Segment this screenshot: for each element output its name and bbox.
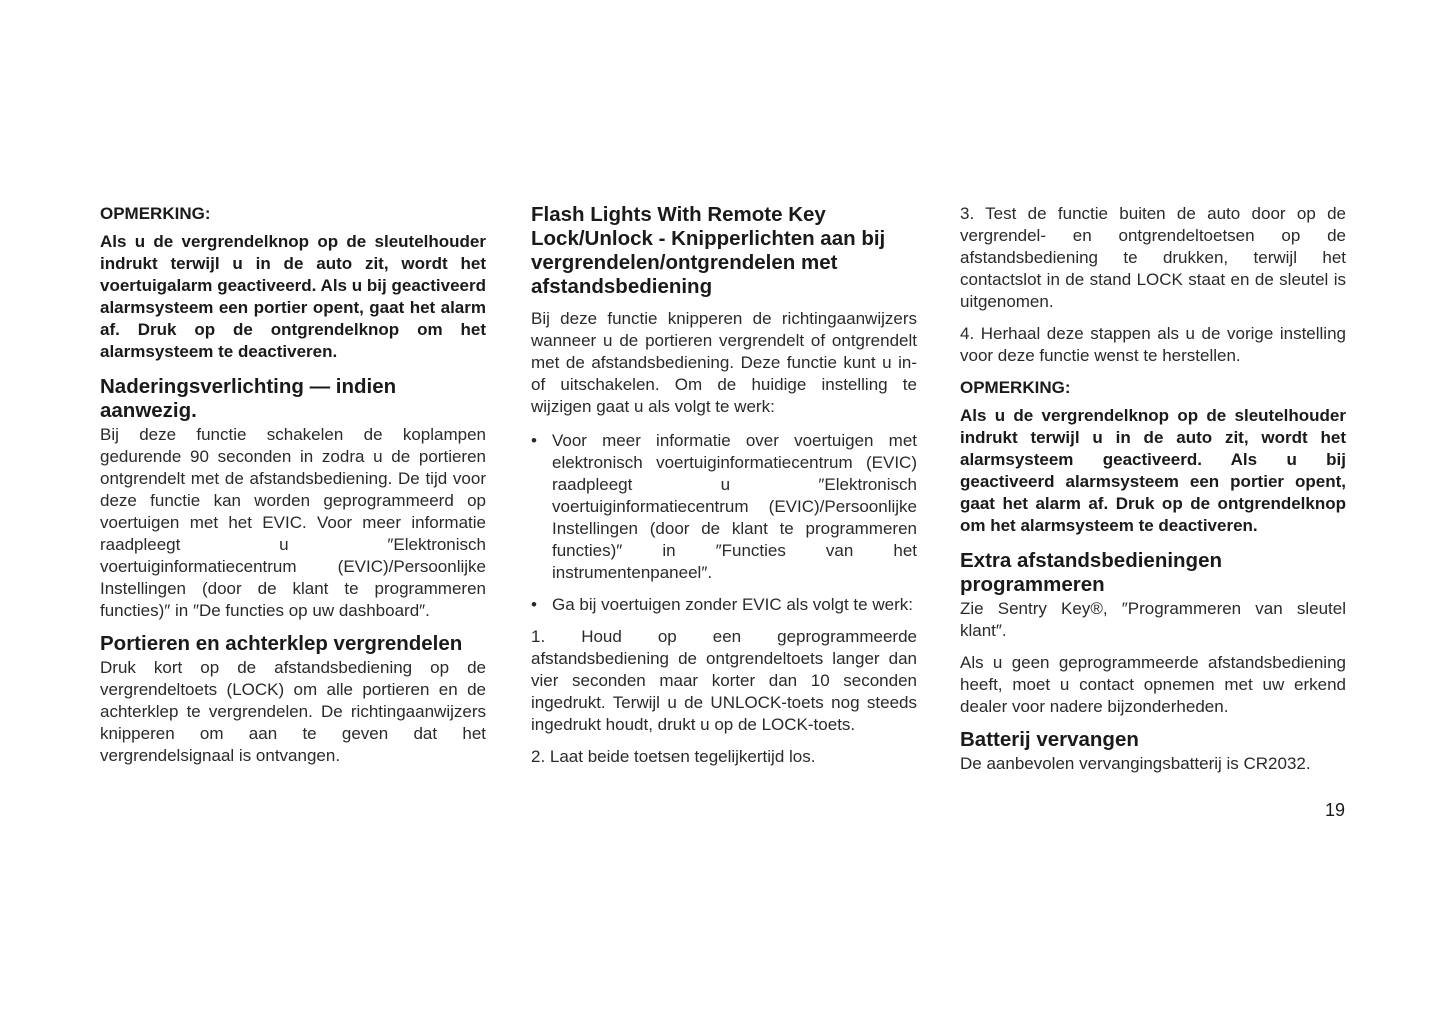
section-heading-battery: Batterij vervangen [960, 728, 1139, 751]
paragraph-battery: De aanbevolen vervangingsbatterij is CR2032. [960, 754, 1311, 773]
paragraph-dealer: Als u geen geprogrammeerde afstandsbediening heeft, moet u contact opnemen met uw erkend dealer voor nadere bijzonderheden. [960, 653, 1346, 716]
paragraph-approach-lighting: Bij deze functie schakelen de koplampen gedurende 90 seconden in zodra u de portieren ontgrendelt met de afstandsbediening. De tijd voor deze functie kan worden geprogrammeerd op voertuigen met het EVIC. Voor meer informatie raadpleegt u ″Elektronisch voertuiginformatiecentrum (EVIC)/Persoonlijke Instellingen (door de klant te programmeren functies)″ in ″De functies op uw dashboard″. [100, 425, 486, 620]
right-column [960, 203, 1346, 785]
bullet-text: Ga bij voertuigen zonder EVIC als volgt te werk: [552, 595, 913, 614]
note-label: OPMERKING: [100, 204, 211, 223]
section-heading-lock-doors: Portieren en achterklep vergrendelen [100, 632, 463, 655]
bullet-item-no-evic [531, 594, 917, 616]
note-label: OPMERKING: [960, 378, 1071, 397]
note-text: Als u de vergrendelknop op de sleutelhouder indrukt terwijl u in de auto zit, wordt het voertuigalarm geactiveerd. Als u bij geactiveerd alarmsysteem een portier opent, gaat het alarm af. Druk op de ontgrendelknop om het alarmsysteem te deactiveren. [100, 232, 486, 361]
section-heading-flash-lights: Flash Lights With Remote Key Lock/Unlock - Knipperlichten aan bij vergrendelen/ontgrendelen met afstandsbediening [531, 203, 886, 298]
bullet-text: Voor meer informatie over voertuigen met elektronisch voertuiginformatiecentrum (EVIC) raadpleegt u ″Elektronisch voertuiginformatiecentrum (EVIC)/Persoonlijke Instellingen (door de klant te programmeren functies)″ in ″Functies van het instrumentenpaneel″. [552, 431, 917, 582]
note-text: Als u de vergrendelknop op de sleutelhouder indrukt terwijl u in de auto zit, wordt het alarmsysteem geactiveerd. Als u bij geactiveerd alarmsysteem een portier opent, gaat het alarm af. Druk op de ontgrendelknop om het alarmsysteem te deactiveren. [960, 406, 1346, 535]
bullet-icon: • [531, 595, 537, 614]
step-1: 1. Houd op een geprogrammeerde afstandsbediening de ontgrendeltoets langer dan vier seconden maar korter dan 10 seconden ingedrukt. Terwijl u de UNLOCK-toets nog steeds ingedrukt houdt, drukt u op de LOCK-toets. [531, 627, 917, 734]
bullet-icon: • [531, 431, 537, 450]
middle-column [531, 203, 917, 778]
paragraph-flash-lights: Bij deze functie knipperen de richtingaanwijzers wanneer u de portieren vergrendelt of ontgrendelt met de afstandsbediening. Deze functie kunt u in- of uitschakelen. Om de huidige instelling te wijzigen gaat u als volgt te werk: [531, 309, 917, 416]
step-4: 4. Herhaal deze stappen als u de vorige instelling voor deze functie wenst te herstellen. [960, 324, 1346, 365]
section-heading-extra-remotes: Extra afstandsbedieningen programmeren [960, 549, 1223, 596]
left-column [100, 203, 486, 777]
section-heading-approach-lighting: Naderingsverlichting — indien aanwezig. [100, 375, 397, 422]
step-2: 2. Laat beide toetsen tegelijkertijd los. [531, 747, 816, 766]
paragraph-lock-doors: Druk kort op de afstandsbediening op de vergrendeltoets (LOCK) om alle portieren en de achterklep te vergrendelen. De richtingaanwijzers knipperen om aan te geven dat het vergrendelsignaal is ontvangen. [100, 658, 486, 765]
bullet-item-evic [531, 430, 917, 584]
page-number: 19 [1324, 800, 1345, 820]
paragraph-sentry-key: Zie Sentry Key®, ″Programmeren van sleutel klant″. [960, 599, 1346, 640]
step-3: 3. Test de functie buiten de auto door op de vergrendel- en ontgrendeltoetsen op de afstandsbediening te drukken, terwijl het contactslot in de stand LOCK staat en de sleutel is uitgenomen. [960, 204, 1346, 311]
